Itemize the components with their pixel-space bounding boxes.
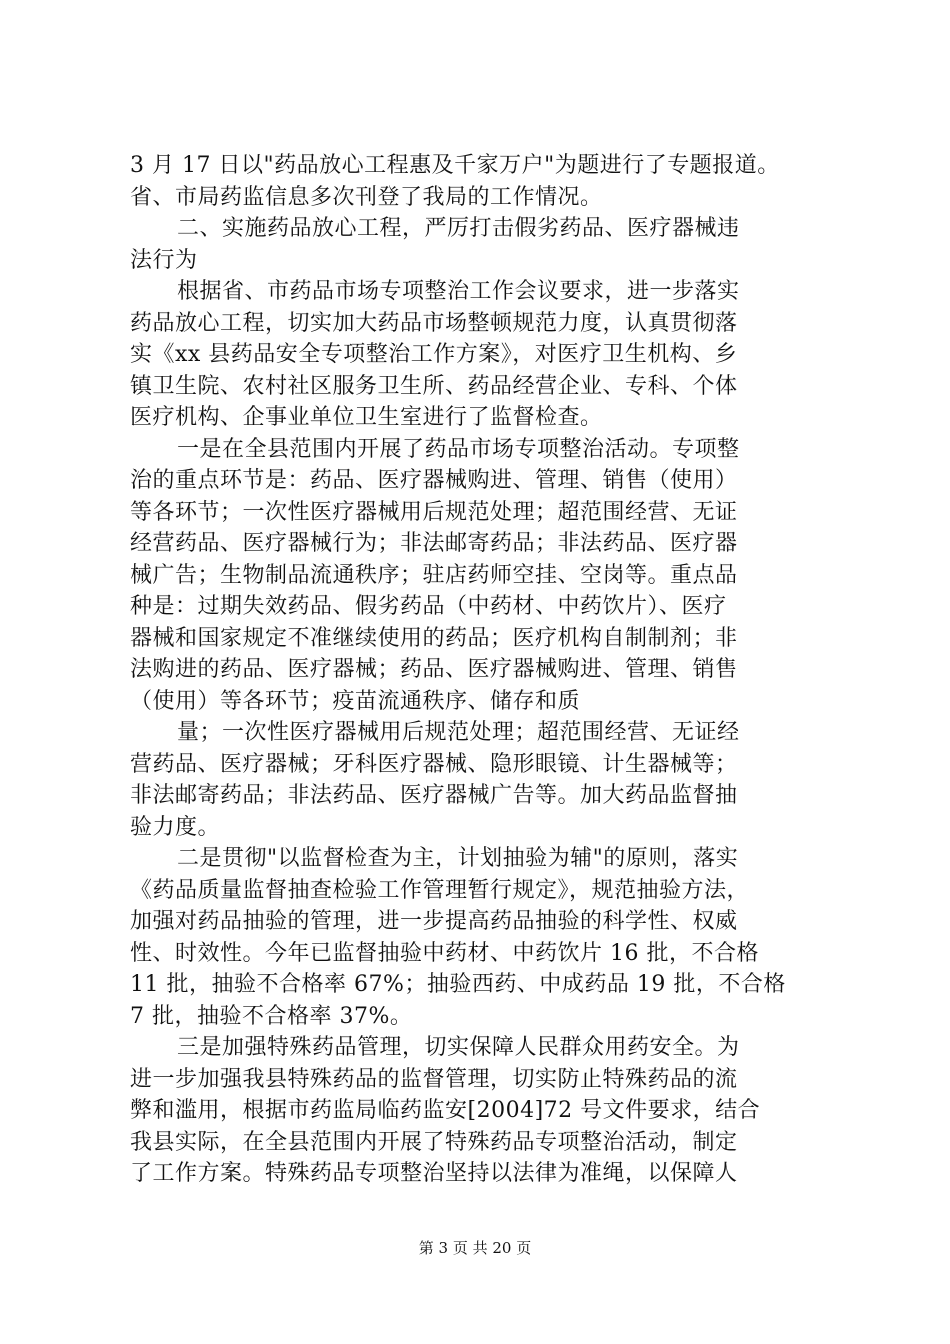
text-line: 根据省、市药品市场专项整治工作会议要求，进一步落实 xyxy=(177,279,740,304)
text-line: 等各环节；一次性医疗器械用后规范处理；超范围经营、无证 xyxy=(130,499,738,525)
text-line: 进一步加强我县特殊药品的监督管理，切实防止特殊药品的流 xyxy=(130,1066,738,1092)
text-line: 医疗机构、企事业单位卫生室进行了监督检查。 xyxy=(130,405,603,430)
document-body xyxy=(130,150,836,1190)
text-line: 7 批，抽验不合格率 37%。 xyxy=(130,1003,413,1029)
text-line: 我县实际，在全县范围内开展了特殊药品专项整治活动，制定 xyxy=(130,1129,738,1155)
text-line: 二、实施药品放心工程，严厉打击假劣药品、医疗器械违 xyxy=(177,216,740,241)
text-line: 11 批，抽验不合格率 67%；抽验西药、中成药品 19 批，不合格 xyxy=(130,972,786,997)
text-line: 二是贯彻"以监督检查为主，计划抽验为辅"的原则，落实 xyxy=(177,846,739,871)
text-line: 镇卫生院、农村社区服务卫生所、药品经营企业、专科、个体 xyxy=(130,373,738,399)
text-line: 省、市局药监信息多次刊登了我局的工作情况。 xyxy=(130,184,603,210)
text-line: 量；一次性医疗器械用后规范处理；超范围经营、无证经 xyxy=(177,720,740,745)
text-line: 治的重点环节是：药品、医疗器械购进、管理、销售（使用） xyxy=(130,468,738,493)
text-line: 器械和国家规定不准继续使用的药品；医疗机构自制制剂；非 xyxy=(130,625,738,651)
text-line: 三是加强特殊药品管理，切实保障人民群众用药安全。为 xyxy=(177,1035,740,1060)
text-line: 加强对药品抽验的管理，进一步提高药品抽验的科学性、权威 xyxy=(130,909,738,934)
text-line: 种是：过期失效药品、假劣药品（中药材、中药饮片）、医疗 xyxy=(130,594,727,619)
text-line: 验力度。 xyxy=(130,814,221,840)
text-line: 法购进的药品、医疗器械；药品、医疗器械购进、管理、销售 xyxy=(130,657,738,682)
page-footer: 第 3 页 共 20 页 xyxy=(418,1239,532,1257)
text-line: （使用）等各环节；疫苗流通秩序、储存和质 xyxy=(130,688,581,714)
text-line: 非法邮寄药品；非法药品、医疗器械广告等。加大药品监督抽 xyxy=(130,783,738,808)
text-line: 《药品质量监督抽查检验工作管理暂行规定》，规范抽验方法， xyxy=(130,877,750,903)
text-line: 一是在全县范围内开展了药品市场专项整治活动。专项整 xyxy=(177,436,740,462)
text-line: 实《xx 县药品安全专项整治工作方案》，对医疗卫生机构、乡 xyxy=(130,342,738,367)
text-line: 营药品、医疗器械；牙科医疗器械、隐形眼镜、计生器械等； xyxy=(130,751,738,777)
text-line: 3 月 17 日以"药品放心工程惠及千家万户"为题进行了专题报道。 xyxy=(130,153,780,178)
text-line: 械广告；生物制品流通秩序；驻店药师空挂、空岗等。重点品 xyxy=(130,562,738,588)
text-line: 药品放心工程，切实加大药品市场整顿规范力度，认真贯彻落 xyxy=(130,310,738,336)
text-line: 弊和滥用，根据市药监局临药监安[2004]72 号文件要求，结合 xyxy=(130,1098,761,1123)
text-line: 性、时效性。今年已监督抽验中药材、中药饮片 16 批，不合格 xyxy=(130,940,759,966)
text-line: 法行为 xyxy=(130,247,198,273)
text-line: 经营药品、医疗器械行为；非法邮寄药品；非法药品、医疗器 xyxy=(130,531,738,556)
text-line: 了工作方案。特殊药品专项整治坚持以法律为准绳，以保障人 xyxy=(130,1161,738,1186)
